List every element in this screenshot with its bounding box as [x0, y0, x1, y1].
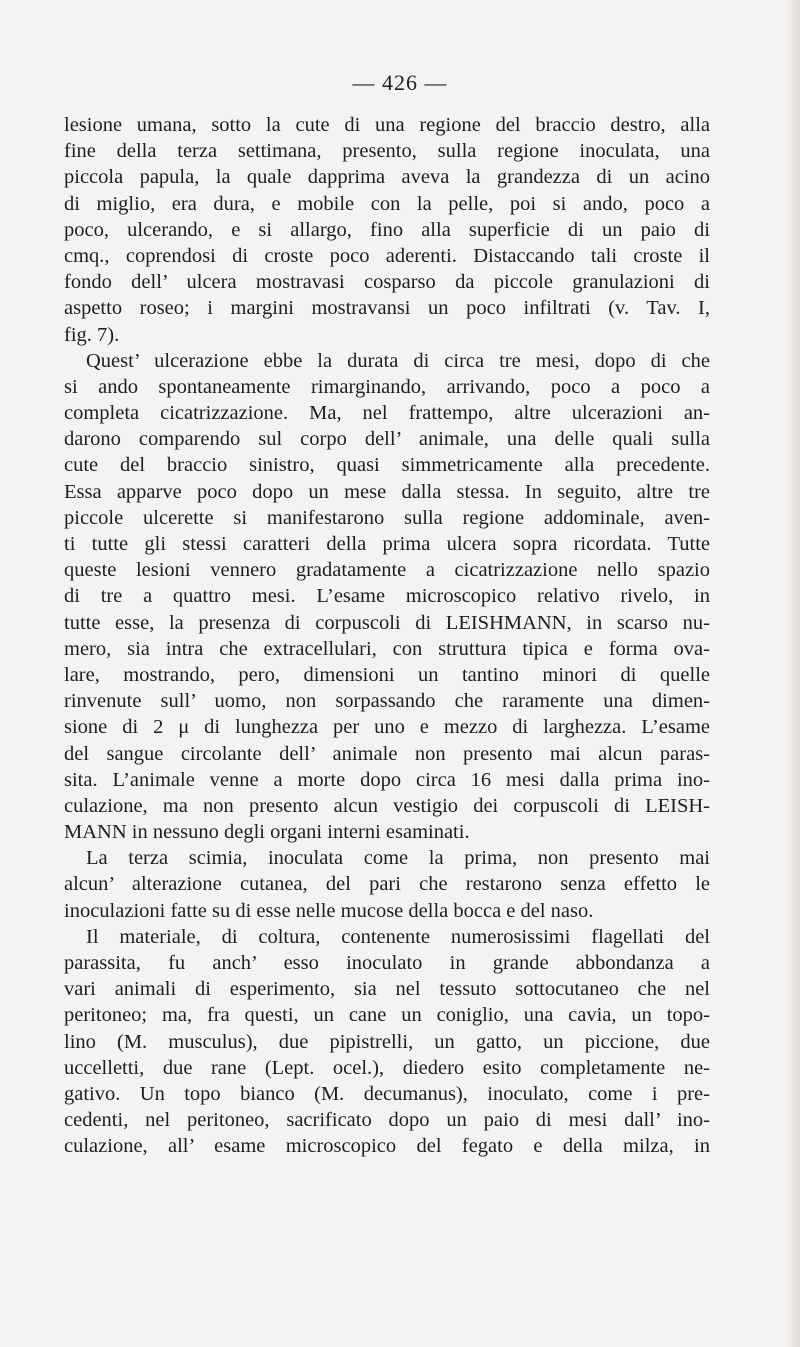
text-line: piccola papula, la quale dapprima aveva la grandezza di un acino	[64, 166, 710, 189]
text-line: tutte esse, la presenza di corpuscoli di LEISHMANN, in scarso nu-	[64, 611, 710, 634]
text-line: darono comparendo sul corpo dell’ animale, una delle quali sulla	[64, 428, 710, 451]
text-line: uccelletti, due rane (Lept. ocel.), diedero esito completamente ne-	[64, 1056, 710, 1079]
text-line: Essa apparve poco dopo un mese dalla stessa. In seguito, altre tre	[64, 480, 710, 503]
text-line: lesione umana, sotto la cute di una regione del braccio destro, alla	[64, 114, 710, 136]
text-line: gativo. Un topo bianco (M. decumanus), inoculato, come i pre-	[64, 1082, 710, 1105]
text-line: poco, ulcerando, e si allargo, fino alla superficie di un paio di	[64, 218, 710, 241]
text-line: di tre a quattro mesi. L’esame microscopico relativo rivelo, in	[64, 585, 710, 608]
text-line: alcun’ alterazione cutanea, del pari che restarono senza effetto le	[64, 873, 710, 896]
text-line: queste lesioni vennero gradatamente a cicatrizzazione nello spazio	[64, 559, 710, 582]
page-edge-shadow	[786, 0, 800, 1347]
text-line: MANN in nessuno degli organi interni esaminati.	[64, 821, 470, 844]
text-line: sita. L’animale venne a morte dopo circa 16 mesi dalla prima ino-	[64, 768, 710, 791]
text-line: lino (M. musculus), due pipistrelli, un gatto, un piccione, due	[64, 1030, 710, 1053]
text-line: si ando spontaneamente rimarginando, arrivando, poco a poco a	[64, 375, 710, 398]
text-line: sione di 2 μ di lunghezza per uno e mezzo di larghezza. L’esame	[64, 716, 710, 739]
text-line: completa cicatrizzazione. Ma, nel frattempo, altre ulcerazioni an-	[64, 402, 710, 425]
text-line: lare, mostrando, pero, dimensioni un tantino minori di quelle	[64, 663, 710, 686]
text-line: vari animali di esperimento, sia nel tessuto sottocutaneo che nel	[64, 978, 710, 1001]
text-line: fine della terza settimana, presento, sulla regione inoculata, una	[64, 140, 710, 163]
text-line: Il materiale, di coltura, contenente numerosissimi flagellati del	[86, 925, 710, 948]
text-line: mero, sia intra che extracellulari, con struttura tipica e forma ova-	[64, 637, 710, 660]
text-line: fondo dell’ ulcera mostravasi cosparso da piccole granulazioni di	[64, 271, 710, 294]
page-number: — 426 —	[352, 70, 448, 95]
text-line: di miglio, era dura, e mobile con la pelle, poi si ando, poco a	[64, 192, 710, 215]
text-line: fig. 7).	[64, 323, 120, 346]
text-line: parassita, fu anch’ esso inoculato in grande abbondanza a	[64, 952, 710, 974]
body-text	[64, 112, 710, 1160]
text-line: ti tutte gli stessi caratteri della prima ulcera sopra ricordata. Tutte	[64, 533, 710, 555]
text-line: rinvenute sull’ uomo, non sorpassando che raramente una dimen-	[64, 690, 710, 713]
text-line: culazione, ma non presento alcun vestigio dei corpuscoli di LEISH-	[64, 794, 710, 817]
text-line: piccole ulcerette si manifestarono sulla regione addominale, aven-	[64, 506, 710, 529]
text-line: cmq., coprendosi di croste poco aderenti. Distaccando tali croste il	[64, 244, 710, 267]
text-line: inoculazioni fatte su di esse nelle mucose della bocca e del naso.	[64, 899, 594, 922]
text-line: cute del braccio sinistro, quasi simmetricamente alla precedente.	[64, 454, 710, 477]
text-line: La terza scimia, inoculata come la prima, non presento mai	[86, 847, 710, 870]
text-line: culazione, all’ esame microscopico del fegato e della milza, in	[64, 1135, 710, 1158]
text-line: peritoneo; ma, fra questi, un cane un coniglio, una cavia, un topo-	[64, 1004, 710, 1027]
text-line: Quest’ ulcerazione ebbe la durata di circa tre mesi, dopo di che	[86, 349, 710, 372]
text-line: cedenti, nel peritoneo, sacrificato dopo un paio di mesi dall’ ino-	[64, 1109, 710, 1132]
text-line: del sangue circolante dell’ animale non presento mai alcun paras-	[64, 742, 710, 765]
text-line: aspetto roseo; i margini mostravansi un poco infiltrati (v. Tav. I,	[64, 297, 710, 320]
